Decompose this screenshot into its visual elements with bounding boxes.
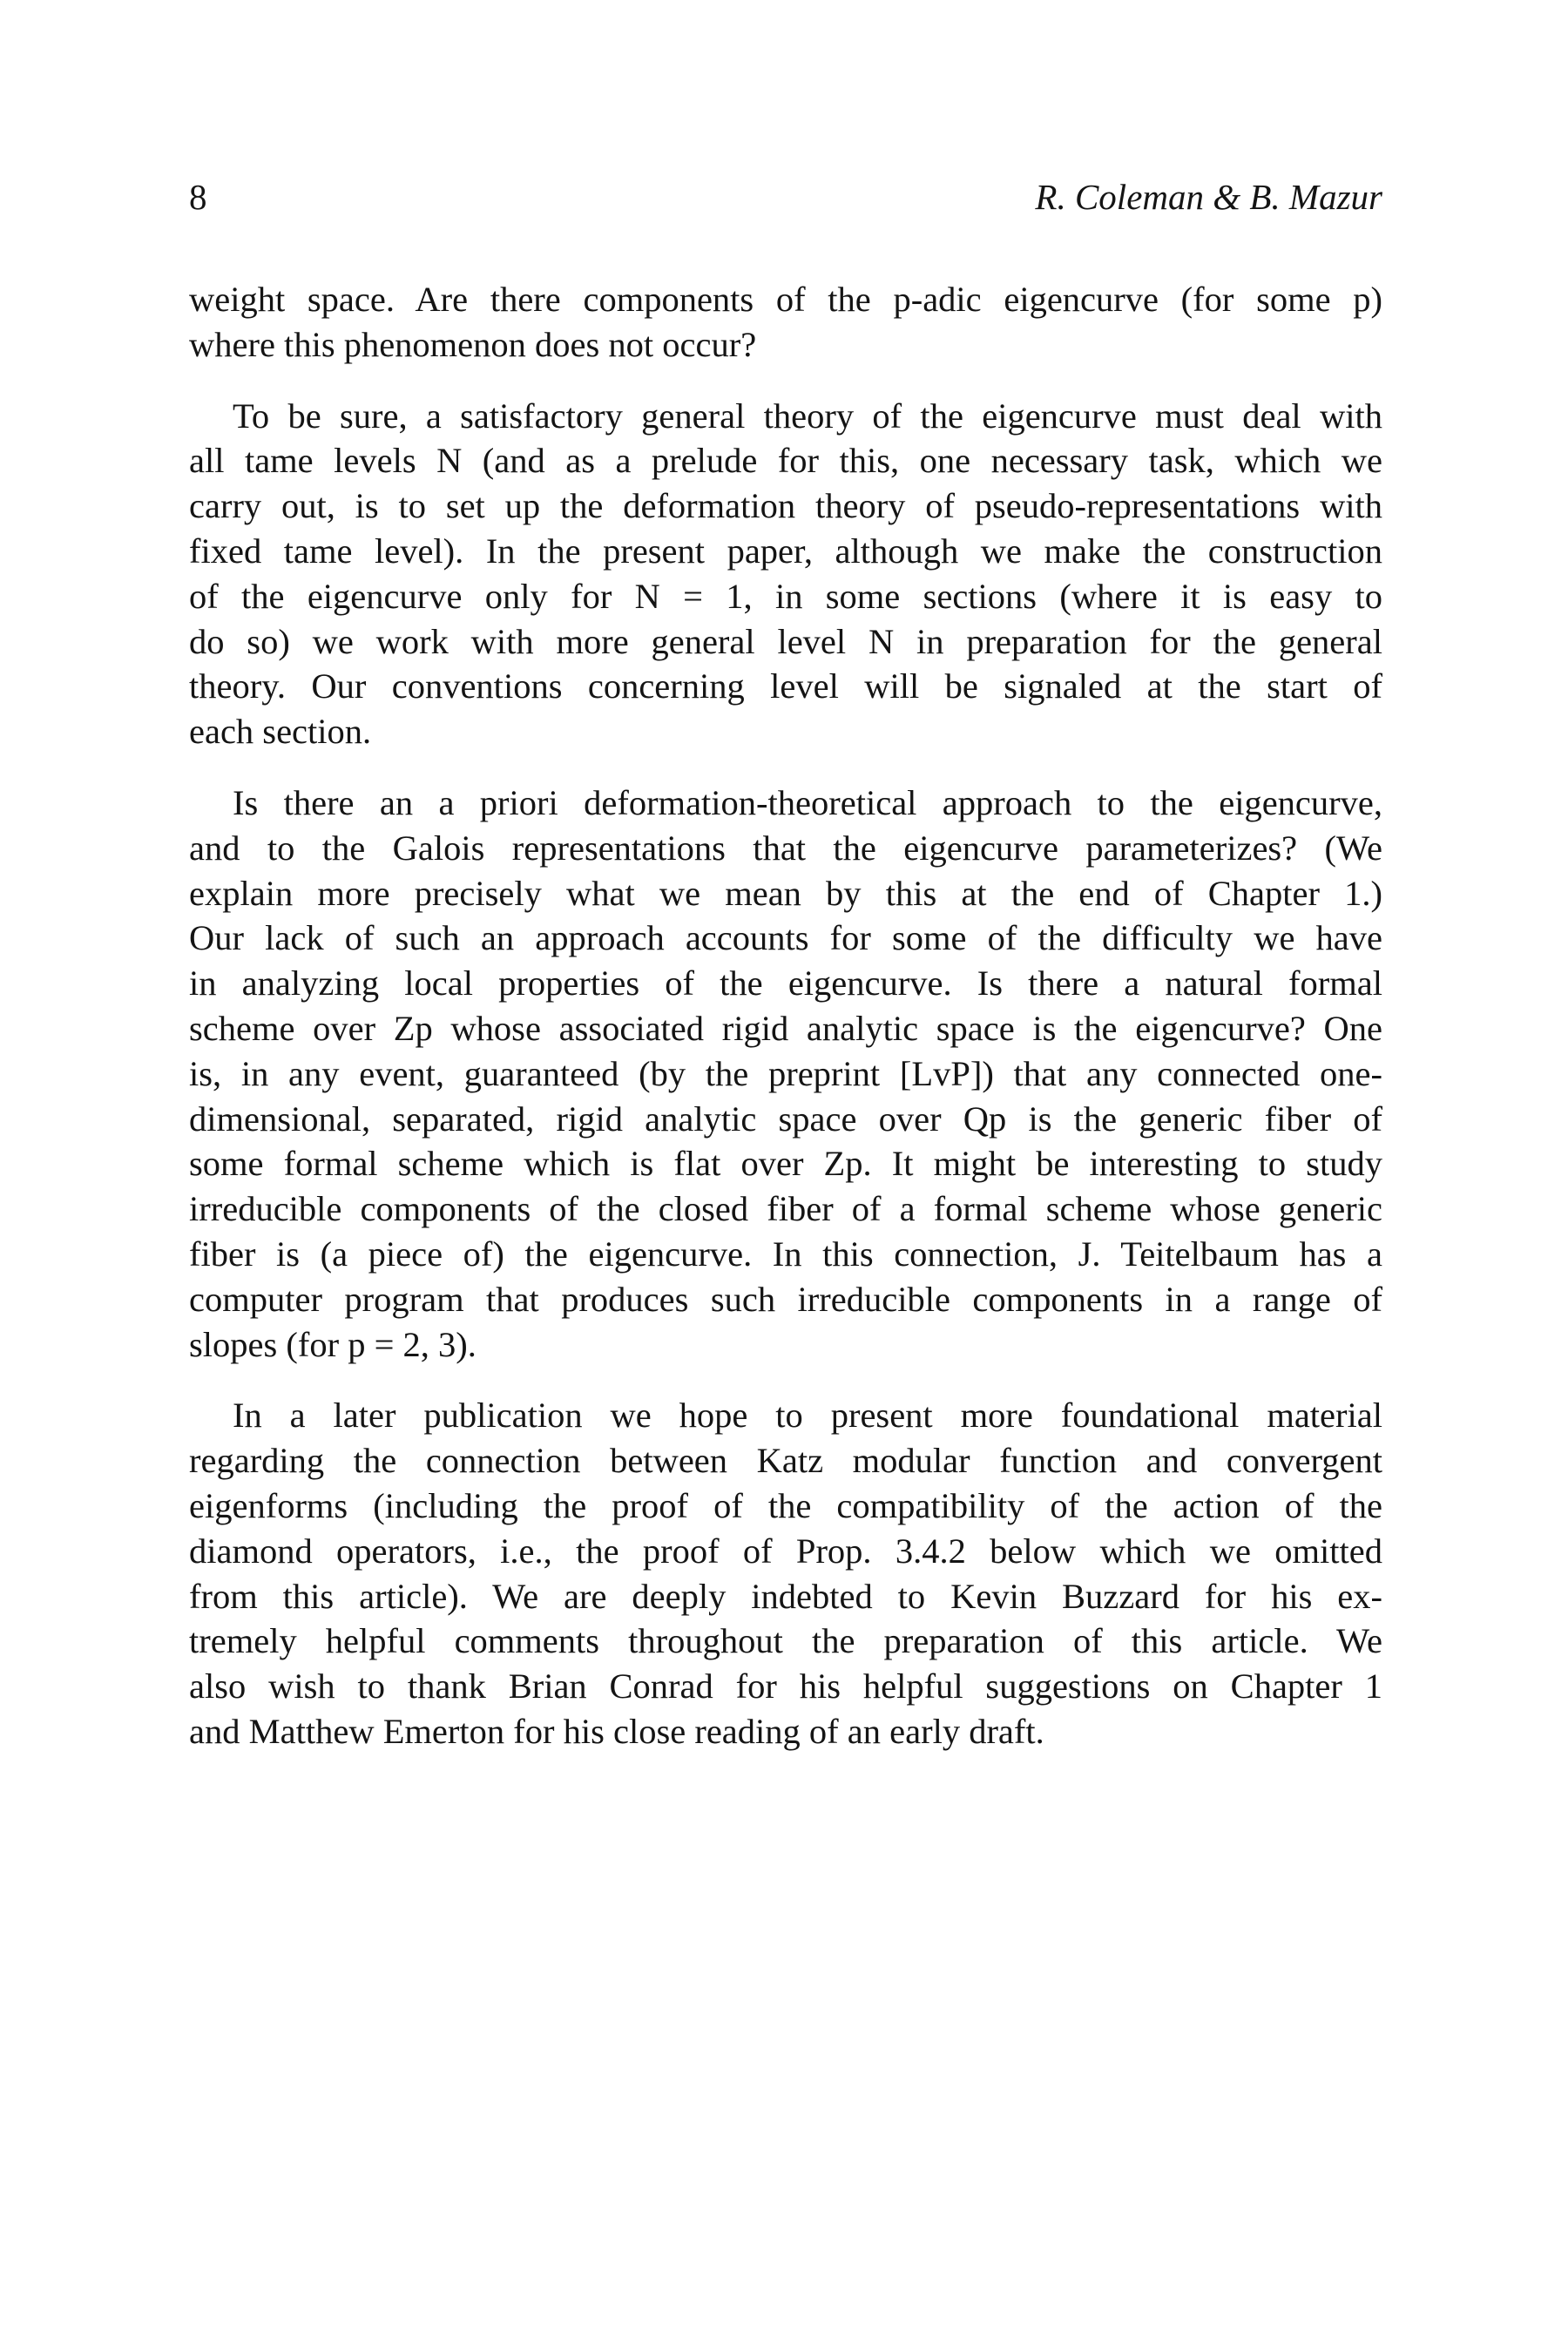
text-line: To be sure, a satisfactory general theory of the eigencurve must deal with: [233, 395, 1382, 436]
text-line: slopes (for p = 2, 3).: [189, 1324, 476, 1364]
text-line: each section.: [189, 712, 372, 752]
paragraph-4: [189, 1393, 1382, 1754]
text-line: dimensional, separated, rigid analytic space over Qp is the generic fiber of: [189, 1098, 1382, 1139]
text-line: in analyzing local properties of the eigencurve. Is there a natural formal: [189, 963, 1382, 1004]
text-line: tremely helpful comments throughout the preparation of this article. We: [189, 1621, 1382, 1661]
page-number: 8: [189, 177, 207, 217]
text-line: explain more precisely what we mean by this at the end of Chapter 1.): [189, 873, 1382, 913]
text-line: eigenforms (including the proof of the compatibility of the action of the: [189, 1485, 1382, 1525]
text-line: regarding the connection between Katz modular function and convergent: [189, 1441, 1382, 1481]
text-line: theory. Our conventions concerning level will be signaled at the start of: [189, 666, 1382, 706]
text-line: and Matthew Emerton for his close reading of an early draft.: [189, 1711, 1044, 1751]
text-line: diamond operators, i.e., the proof of Prop. 3.4.2 below which we omitted: [189, 1531, 1382, 1571]
paragraph-2: [189, 394, 1382, 754]
running-head: R. Coleman & B. Mazur: [1035, 177, 1382, 217]
text-line: where this phenomenon does not occur?: [189, 324, 757, 364]
text-line: do so) we work with more general level N in preparation for the general: [189, 621, 1382, 661]
text-line: irreducible components of the closed fiber of a formal scheme whose generic: [189, 1189, 1382, 1229]
paragraph-1: [189, 277, 1382, 368]
text-line: and to the Galois representations that the eigencurve parameterizes? (We: [189, 828, 1382, 868]
text-line: scheme over Zp whose associated rigid analytic space is the eigencurve? One: [189, 1008, 1382, 1048]
text-line: some formal scheme which is flat over Zp. It might be interesting to study: [189, 1144, 1382, 1184]
text-line: is, in any event, guaranteed (by the preprint [LvP]) that any connected one-: [189, 1053, 1382, 1093]
page-header: [189, 171, 1382, 223]
text-line: weight space. Are there components of the p-adic eigencurve (for some p): [189, 280, 1382, 319]
text-line: of the eigencurve only for N = 1, in some sections (where it is easy to: [189, 576, 1382, 616]
text-line: fiber is (a piece of) the eigencurve. In this connection, J. Teitelbaum has a: [189, 1233, 1382, 1274]
text-line: all tame levels N (and as a prelude for this, one necessary task, which we: [189, 441, 1382, 481]
text-line: also wish to thank Brian Conrad for his helpful suggestions on Chapter 1: [189, 1666, 1382, 1707]
text-line: In a later publication we hope to present more foundational material: [233, 1396, 1382, 1436]
text-line: Is there an a priori deformation-theoretical approach to the eigencurve,: [233, 782, 1382, 822]
body-text: [189, 277, 1382, 1754]
text-line: from this article). We are deeply indebted to Kevin Buzzard for his ex-: [189, 1576, 1382, 1616]
paragraph-3: [189, 781, 1382, 1367]
text-line: computer program that produces such irreducible components in a range of: [189, 1279, 1382, 1319]
text-line: Our lack of such an approach accounts for some of the difficulty we have: [189, 918, 1382, 958]
text-line: fixed tame level). In the present paper, although we make the construction: [189, 531, 1382, 571]
text-line: carry out, is to set up the deformation theory of pseudo-representations with: [189, 486, 1382, 526]
